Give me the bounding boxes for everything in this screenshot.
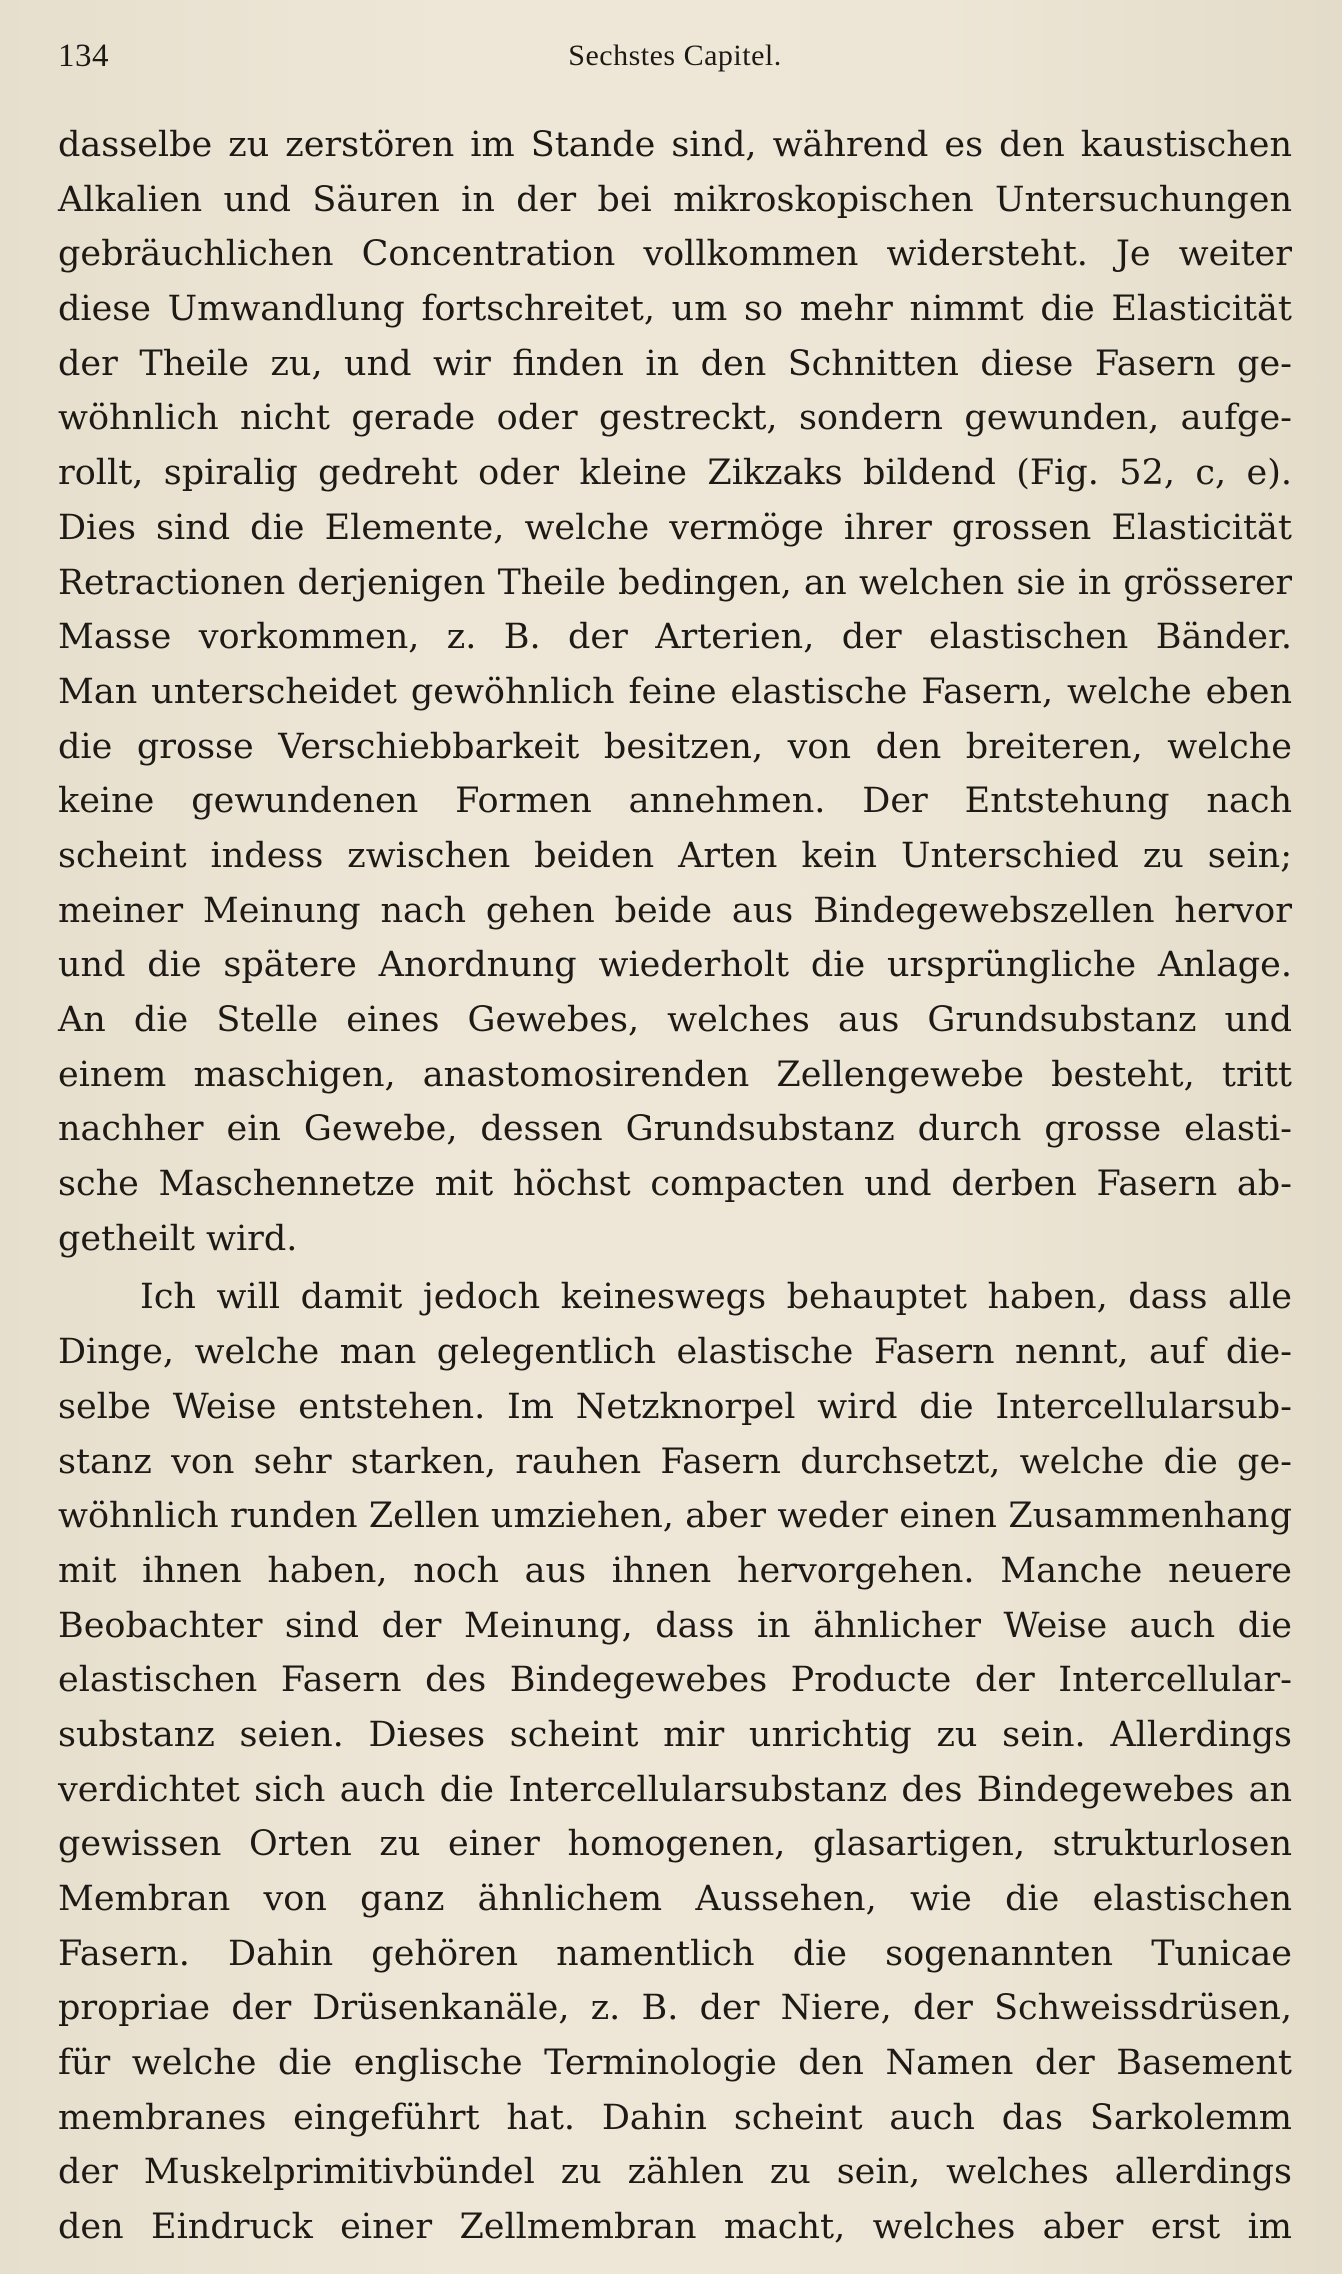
text-line: Dies sind die Elemente, welche vermöge ihrer grossen Elasticität <box>58 507 1292 548</box>
page-header <box>58 34 1292 84</box>
text-line: Masse vorkommen, z. B. der Arterien, der elastischen Bänder. <box>58 617 1292 658</box>
page-number: 134 <box>58 38 109 74</box>
text-line: Fasern. Dahin gehören namentlich die sogenannten Tunicae <box>58 1933 1292 1974</box>
text-line: propriae der Drüsenkanäle, z. B. der Niere, der Schweissdrüsen, <box>58 1988 1292 2029</box>
text-line: diese Umwandlung fortschreitet, um so mehr nimmt die Elasticität <box>58 289 1292 330</box>
text-line: meiner Meinung nach gehen beide aus Bindegewebszellen hervor <box>58 890 1292 931</box>
text-line: nachher ein Gewebe, dessen Grundsubstanz durch grosse elasti- <box>58 1109 1292 1150</box>
text-line: getheilt wird. <box>58 1218 298 1259</box>
text-line: substanz seien. Dieses scheint mir unrichtig zu sein. Allerdings <box>58 1714 1292 1755</box>
text-line: Membran von ganz ähnlichem Aussehen, wie die elastischen <box>58 1879 1292 1919</box>
text-line: und die spätere Anordnung wiederholt die ursprüngliche Anlage. <box>58 945 1292 986</box>
text-line: die grosse Verschiebbarkeit besitzen, von den breiteren, welche <box>58 726 1292 767</box>
text-line: mit ihnen haben, noch aus ihnen hervorgehen. Manche neuere <box>58 1550 1292 1591</box>
body-text <box>58 118 1292 2255</box>
running-head: Sechstes Capitel. <box>568 39 782 72</box>
text-line: dasselbe zu zerstören im Stande sind, während es den kaustischen <box>58 125 1292 165</box>
text-line: elastischen Fasern des Bindegewebes Producte der Intercellular- <box>58 1660 1292 1701</box>
text-line: scheint indess zwischen beiden Arten kein Unterschied zu sein; <box>58 835 1292 876</box>
text-line: keine gewundenen Formen annehmen. Der Entstehung nach <box>58 781 1292 822</box>
text-line: stanz von sehr starken, rauhen Fasern durchsetzt, welche die ge- <box>58 1441 1292 1482</box>
text-line: Beobachter sind der Meinung, dass in ähnlicher Weise auch die <box>58 1605 1292 1646</box>
text-line: membranes eingeführt hat. Dahin scheint auch das Sarkolemm <box>58 2097 1292 2138</box>
text-line: sche Maschennetze mit höchst compacten und derben Fasern ab- <box>58 1164 1292 1205</box>
text-line: der Muskelprimitivbündel zu zählen zu sein, welches allerdings <box>58 2152 1292 2193</box>
text-line: Man unterscheidet gewöhnlich feine elastische Fasern, welche eben <box>58 671 1292 712</box>
text-line: selbe Weise entstehen. Im Netzknorpel wird die Intercellularsub- <box>58 1386 1292 1427</box>
text-line: verdichtet sich auch die Intercellularsubstanz des Bindegewebes an <box>58 1769 1292 1810</box>
paragraph-1 <box>58 118 1292 1266</box>
text-line: wöhnlich nicht gerade oder gestreckt, sondern gewunden, aufge- <box>58 398 1292 439</box>
text-line: gebräuchlichen Concentration vollkommen widersteht. Je weiter <box>58 234 1292 275</box>
paragraph-2 <box>58 1270 1292 2254</box>
text-line: rollt, spiralig gedreht oder kleine Zikzaks bildend (Fig. 52, c, e). <box>58 453 1292 494</box>
text-line: einem maschigen, anastomosirenden Zellengewebe besteht, tritt <box>58 1054 1292 1095</box>
text-line: für welche die englische Terminologie den Namen der Basement <box>58 2043 1292 2084</box>
text-line: wöhnlich runden Zellen umziehen, aber weder einen Zusammenhang <box>58 1496 1292 1537</box>
text-line: Dinge, welche man gelegentlich elastische Fasern nennt, auf die- <box>58 1332 1292 1373</box>
text-line: gewissen Orten zu einer homogenen, glasartigen, strukturlosen <box>58 1824 1292 1865</box>
text-line: Retractionen derjenigen Theile bedingen, an welchen sie in grösserer <box>58 562 1292 603</box>
text-line: den Eindruck einer Zellmembran macht, welches aber erst im <box>58 2207 1292 2248</box>
text-line: der Theile zu, und wir finden in den Schnitten diese Fasern ge- <box>58 343 1292 384</box>
text-line: Alkalien und Säuren in der bei mikroskopischen Untersuchungen <box>58 179 1292 220</box>
text-line: An die Stelle eines Gewebes, welches aus Grundsubstanz und <box>58 1000 1292 1040</box>
text-line: Ich will damit jedoch keineswegs behauptet haben, dass alle <box>140 1277 1292 1318</box>
